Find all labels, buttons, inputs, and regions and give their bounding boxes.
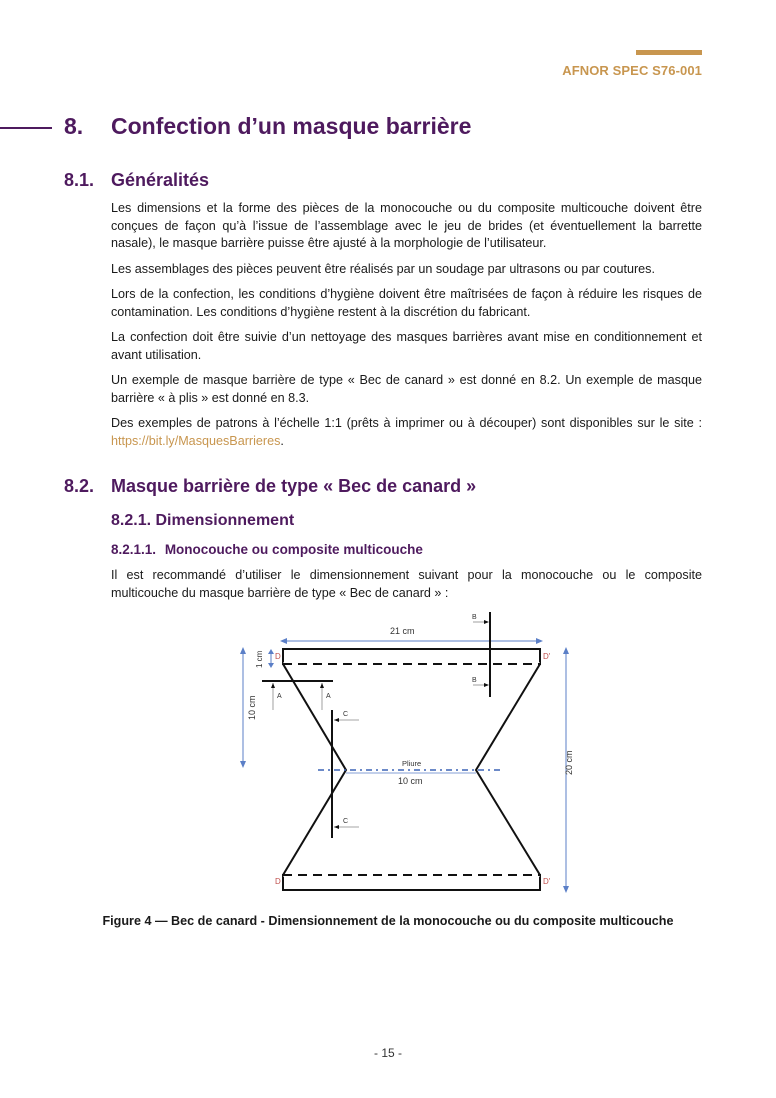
svg-text:C: C [343,711,349,718]
paragraph: Les assemblages des pièces peuvent être réalisés par un soudage par ultrasons ou par coutures. [111,262,655,276]
paragraph: Un exemple de masque barrière de type « Bec de canard » est donné en 8.2. Un exemple de masque barrière « à plis » est donné en 8.3. [111,373,702,405]
document-reference: AFNOR SPEC S76-001 [562,63,702,78]
svg-text:D': D' [543,877,551,886]
duckbill-pattern-diagram [230,608,590,898]
paragraph: Les dimensions et la forme des pièces de la monocouche ou du composite multicouche doivent être conçues de façon qu’à l’issue de l’assemblage avec le jeu de brides (et éventuellement la barrette nasale), le masque barrière puisse être ajusté à la morphologie de l’utilisateur. [111,201,702,250]
svg-text:Pliure: Pliure [402,759,422,768]
heading-title: Masque barrière de type « Bec de canard » [111,476,477,496]
width-label: 21 cm [390,626,415,636]
svg-text:1 cm: 1 cm [255,650,264,668]
svg-text:C: C [343,818,349,825]
svg-text:D: D [275,652,281,661]
section-number: 8. [64,113,84,139]
svg-text:B: B [472,614,477,621]
heading-8-2 [64,476,476,497]
paragraph-text: Des exemples de patrons à l’échelle 1:1 (prêts à imprimer ou à découper) sont disponibles sur le site : [111,416,702,430]
svg-text:D': D' [543,652,551,661]
paragraph-with-link [111,415,702,450]
heading-number: 8.2. [64,476,95,496]
heading-8-1 [64,170,209,191]
figure-caption: Figure 4 — Bec de canard - Dimensionnement de la monocouche ou du composite multicouche [102,914,674,928]
heading-8-2-1 [111,512,294,530]
paragraph: Lors de la confection, les conditions d’hygiène doivent être maîtrisées de façon à réduire les risques de contamination. Les conditions d’hygiène restent à la discrétion du fabricant. [111,287,702,319]
paragraph: La confection doit être suivie d’un nettoyage des masques barrières avant mise en conditionnement et avant utilisation. [111,330,702,362]
header-accent-bar [636,50,702,55]
svg-text:20 cm: 20 cm [564,750,574,775]
section-rule [0,127,52,129]
section-title: Confection d’un masque barrière [111,113,472,139]
svg-text:10 cm: 10 cm [247,695,257,720]
heading-title: Dimensionnement [155,512,295,529]
section-heading [64,113,471,140]
heading-number: 8.1. [64,170,95,190]
heading-title: Généralités [111,170,210,190]
heading-title: Monocouche ou composite multicouche [164,542,423,557]
svg-text:B: B [472,677,477,684]
heading-8-2-1-1 [111,542,423,557]
svg-text:A: A [326,693,331,700]
heading-number: 8.2.1. [111,512,152,529]
svg-text:D: D [275,877,281,886]
heading-number: 8.2.1.1. [111,542,157,557]
paragraph: Il est recommandé d’utiliser le dimensionnement suivant pour la monocouche ou le composite multicouche du masque barrière de type « Bec de canard » : [111,568,702,600]
svg-text:10 cm: 10 cm [398,776,423,786]
page-number: - 15 - [373,1046,402,1060]
patterns-link[interactable]: https://bit.ly/MasquesBarrieres [111,433,281,448]
svg-text:A: A [277,693,282,700]
link-suffix: . [280,433,284,448]
